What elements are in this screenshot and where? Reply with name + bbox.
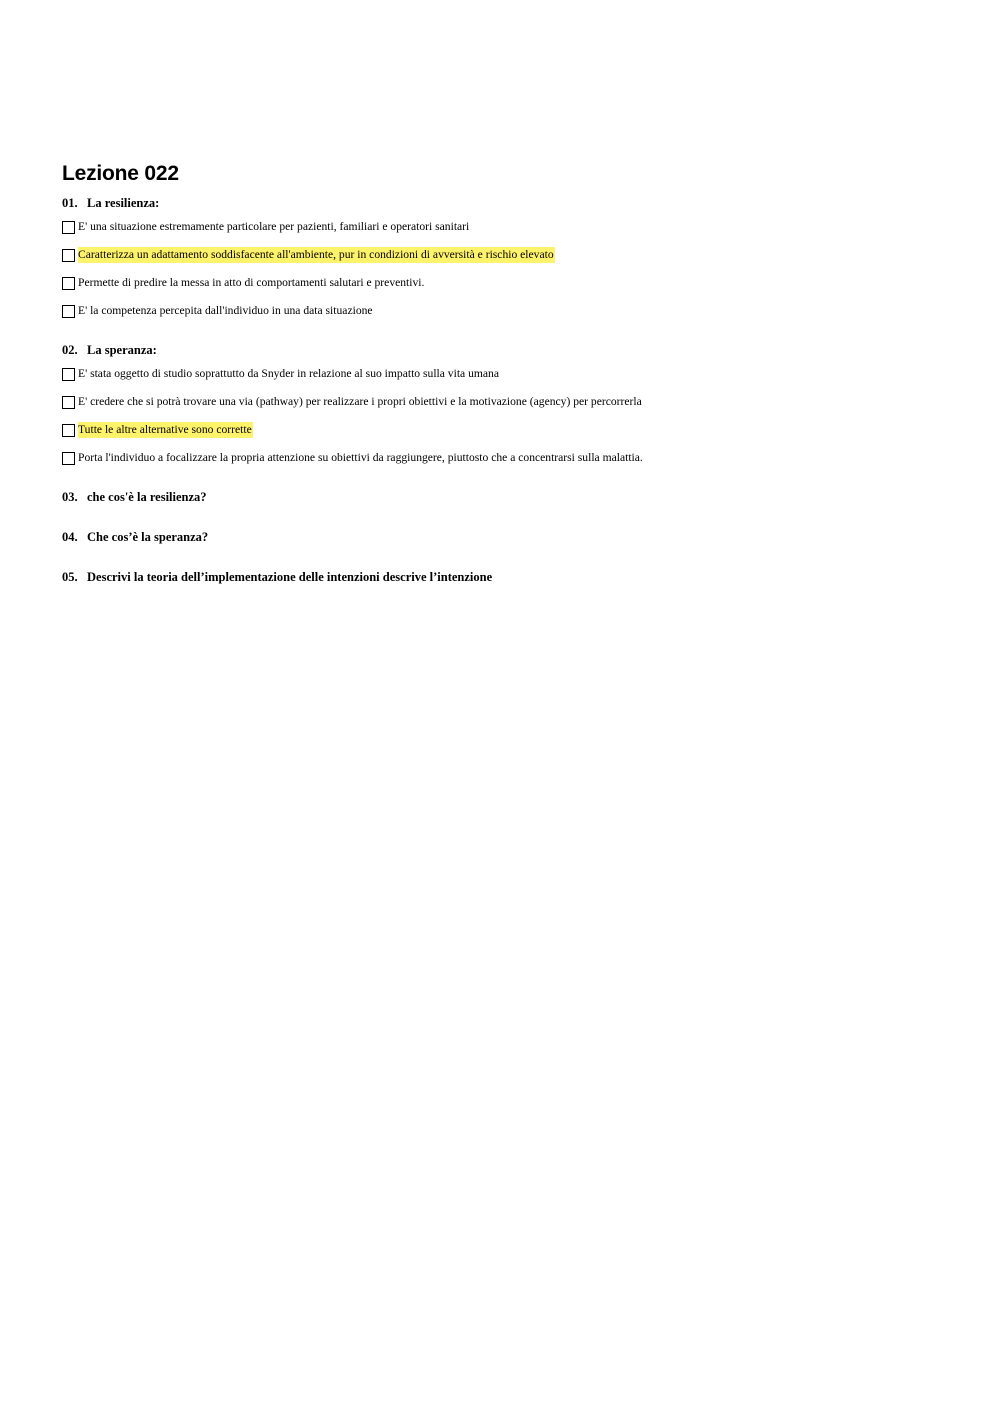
checkbox-icon[interactable]	[62, 452, 75, 465]
option-text-highlighted: Caratterizza un adattamento soddisfacente all'ambiente, pur in condizioni di avversità e rischio elevato	[78, 248, 554, 261]
option-text: E' credere che si potrà trovare una via (pathway) per realizzare i propri obiettivi e la motivazione (agency) per percorrerla	[78, 395, 642, 408]
option-text: E' la competenza percepita dall'individuo in una data situazione	[78, 304, 373, 317]
checkbox-icon[interactable]	[62, 249, 75, 262]
question-number: 04.	[62, 530, 78, 544]
option-text-highlighted: Tutte le altre alternative sono corrette	[78, 423, 252, 436]
question-label: La resilienza:	[87, 196, 160, 210]
checkbox-icon[interactable]	[62, 424, 75, 437]
question-label: La speranza:	[87, 343, 157, 357]
answer-option[interactable]	[62, 219, 962, 235]
spacer	[62, 478, 962, 489]
lesson-title: Lezione 022	[62, 162, 179, 185]
question-text	[62, 342, 962, 358]
spacer	[62, 331, 962, 342]
question-number: 01.	[62, 196, 78, 210]
question-04	[62, 529, 962, 545]
checkbox-icon[interactable]	[62, 305, 75, 318]
question-label: Che cos’è la speranza?	[87, 530, 209, 544]
option-text: Permette di predire la messa in atto di comportamenti salutari e preventivi.	[78, 276, 425, 289]
answer-option[interactable]	[62, 394, 962, 410]
checkbox-icon[interactable]	[62, 277, 75, 290]
answer-option[interactable]	[62, 275, 962, 291]
question-label: Descrivi la teoria dell’implementazione delle intenzioni descrive l’intenzione	[87, 570, 493, 584]
question-text	[62, 529, 962, 545]
answer-option-correct[interactable]	[62, 422, 962, 438]
checkbox-icon[interactable]	[62, 396, 75, 409]
question-01	[62, 195, 962, 319]
answer-option-correct[interactable]	[62, 247, 962, 263]
question-text	[62, 569, 962, 585]
answer-option[interactable]	[62, 366, 962, 382]
option-text: Porta l'individuo a focalizzare la propria attenzione su obiettivi da raggiungere, piuttosto che a concentrarsi sulla malattia.	[78, 451, 643, 464]
option-text: E' una situazione estremamente particolare per pazienti, familiari e operatori sanitari	[78, 220, 470, 233]
checkbox-icon[interactable]	[62, 221, 75, 234]
question-label: che cos'è la resilienza?	[87, 490, 207, 504]
question-number: 03.	[62, 490, 78, 504]
question-05	[62, 569, 962, 585]
question-number: 05.	[62, 570, 78, 584]
checkbox-icon[interactable]	[62, 368, 75, 381]
answer-option[interactable]	[62, 450, 962, 466]
question-text	[62, 195, 962, 211]
option-text: E' stata oggetto di studio soprattutto da Snyder in relazione al suo impatto sulla vita umana	[78, 367, 499, 380]
question-number: 02.	[62, 343, 78, 357]
question-02	[62, 342, 962, 466]
document-page	[62, 160, 962, 609]
answer-option[interactable]	[62, 303, 962, 319]
question-03	[62, 489, 962, 505]
question-text	[62, 489, 962, 505]
